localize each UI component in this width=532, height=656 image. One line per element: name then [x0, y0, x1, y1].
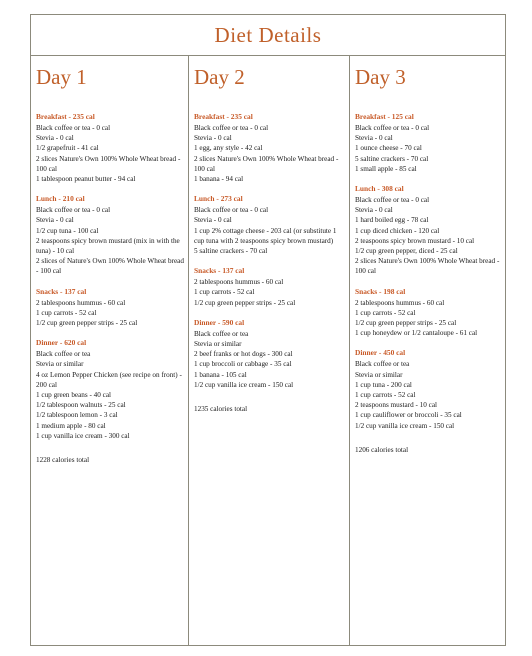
- meal-item: 1/2 grapefruit - 41 cal: [36, 144, 99, 153]
- meal-item: 1 cup broccoli or cabbage - 35 cal: [194, 360, 292, 369]
- meal-heading: Snacks - 198 cal: [355, 286, 406, 296]
- meal-section: [194, 266, 345, 308]
- calories-total: 1206 calories total: [355, 445, 409, 454]
- meal-item: 2 teaspoons mustard - 10 cal: [355, 401, 438, 410]
- meal-item: Stevia - 0 cal: [194, 216, 232, 225]
- meal-section: [355, 184, 500, 277]
- day-heading: Day 2: [194, 65, 245, 89]
- day-column: [31, 56, 188, 645]
- meal-item: Black coffee or tea - 0 cal: [36, 206, 111, 215]
- diet-details-sheet: [30, 14, 506, 646]
- meal-heading: Breakfast - 125 cal: [355, 112, 414, 121]
- meal-heading: Lunch - 210 cal: [36, 194, 85, 204]
- meal-item: 2 tablespoons hummus - 60 cal: [36, 298, 126, 307]
- day-heading: Day 3: [355, 65, 406, 89]
- meal-section: [36, 194, 184, 276]
- meal-item: 1/2 tablespoon walnuts - 25 cal: [36, 401, 126, 410]
- meal-section: [194, 112, 345, 184]
- meal-section: [355, 287, 500, 339]
- meal-item: 1 cup carrots - 52 cal: [194, 288, 255, 297]
- meal-item: 1 cup green beans - 40 cal: [36, 391, 112, 400]
- meal-item: Black coffee or tea - 0 cal: [355, 196, 430, 205]
- meal-item: 1/2 tablespoon lemon - 3 cal: [36, 411, 118, 420]
- meal-item: 1 hard boiled egg - 78 cal: [355, 216, 429, 225]
- meal-heading: Lunch - 273 cal: [194, 194, 243, 204]
- meal-item: 1 ounce cheese - 70 cal: [355, 144, 422, 153]
- meal-item: 5 saltine crackers - 70 cal: [194, 247, 268, 256]
- meal-item: Stevia - 0 cal: [194, 134, 232, 143]
- meal-item: Black coffee or tea: [36, 350, 91, 359]
- meal-item: Black coffee or tea - 0 cal: [194, 124, 269, 132]
- meal-item: 1/2 cup vanilla ice cream - 150 cal: [194, 380, 294, 389]
- calories-total: 1235 calories total: [194, 405, 248, 414]
- meal-item: 4 oz Lemon Pepper Chicken (see recipe on front) - 200 cal: [36, 370, 182, 389]
- meal-item: 1 cup cauliflower or broccoli - 35 cal: [355, 411, 462, 420]
- meal-section: [355, 112, 500, 174]
- meal-heading: Dinner - 450 cal: [355, 348, 406, 358]
- meal-item: 2 slices Nature's Own 100% Whole Wheat bread - 100 cal: [355, 257, 500, 276]
- meal-heading: Lunch - 308 cal: [355, 184, 404, 194]
- meal-item: Stevia - 0 cal: [355, 134, 393, 143]
- meal-item: 1 banana - 105 cal: [194, 370, 247, 379]
- meal-item: 1/2 cup green pepper, diced - 25 cal: [355, 247, 458, 256]
- title-bar: [31, 15, 505, 56]
- meal-section: [194, 194, 345, 256]
- bottom-divider: [30, 645, 506, 646]
- meal-section: [36, 287, 184, 329]
- meal-item: 1/2 cup vanilla ice cream - 150 cal: [355, 421, 455, 430]
- meal-item: 5 saltine crackers - 70 cal: [355, 154, 429, 163]
- meal-item: 1/2 cup green pepper strips - 25 cal: [194, 298, 296, 307]
- day-column: [188, 56, 349, 645]
- meal-item: 1 banana - 94 cal: [194, 175, 244, 184]
- meal-item: 1 cup tuna - 200 cal: [355, 380, 412, 389]
- meal-section: [36, 338, 184, 441]
- meal-item: 1 egg, any style - 42 cal: [194, 144, 263, 153]
- meal-item: 1 cup vanilla ice cream - 300 cal: [36, 431, 130, 440]
- meal-section: [355, 348, 500, 430]
- meal-heading: Breakfast - 235 cal: [36, 112, 95, 121]
- day-column: [349, 56, 504, 645]
- meal-item: 1 small apple - 85 cal: [355, 164, 417, 173]
- meal-item: Stevia or similar: [355, 370, 403, 379]
- meal-item: 2 teaspoons spicy brown mustard - 10 cal: [355, 236, 475, 245]
- day-heading: Day 1: [36, 65, 87, 89]
- meal-item: 1/2 cup green pepper strips - 25 cal: [355, 319, 457, 328]
- meal-item: 2 slices Nature's Own 100% Whole Wheat bread - 100 cal: [194, 154, 339, 173]
- meal-item: 1/2 cup tuna - 100 cal: [36, 226, 99, 235]
- meal-item: Black coffee or tea - 0 cal: [194, 206, 269, 215]
- meal-item: Black coffee or tea - 0 cal: [355, 124, 430, 132]
- meal-item: 1/2 cup green pepper strips - 25 cal: [36, 319, 138, 328]
- day-columns: [31, 56, 505, 645]
- meal-item: Stevia - 0 cal: [36, 216, 74, 225]
- meal-item: 1 cup carrots - 52 cal: [355, 391, 416, 400]
- meal-item: 1 cup carrots - 52 cal: [355, 308, 416, 317]
- meal-item: 1 tablespoon peanut butter - 94 cal: [36, 175, 136, 184]
- meal-item: 2 tablespoons hummus - 60 cal: [194, 278, 284, 287]
- meal-section: [194, 318, 345, 390]
- meal-item: 2 tablespoons hummus - 60 cal: [355, 298, 445, 307]
- page-title: Diet Details: [214, 22, 322, 47]
- meal-heading: Dinner - 620 cal: [36, 338, 87, 348]
- meal-item: Stevia - 0 cal: [355, 206, 393, 215]
- calories-total: 1228 calories total: [36, 456, 90, 465]
- meal-heading: Dinner - 590 cal: [194, 317, 245, 327]
- meal-item: 1 cup honeydew or 1/2 cantaloupe - 61 cal: [355, 329, 478, 338]
- meal-item: Stevia or similar: [194, 340, 242, 349]
- meal-item: 1 medium apple - 80 cal: [36, 421, 106, 430]
- meal-heading: Snacks - 137 cal: [194, 266, 245, 276]
- meal-heading: Snacks - 137 cal: [36, 286, 87, 296]
- meal-item: Black coffee or tea: [355, 360, 410, 369]
- meal-item: 1 cup diced chicken - 120 cal: [355, 226, 440, 235]
- meal-heading: Breakfast - 235 cal: [194, 112, 253, 121]
- meal-item: 2 slices of Nature's Own 100% Whole Wheat bread - 100 cal: [36, 257, 184, 276]
- meal-item: 2 teaspoons spicy brown mustard (mix in with the tuna) - 10 cal: [36, 236, 180, 256]
- meal-item: 1 cup carrots - 52 cal: [36, 308, 97, 317]
- meal-item: Stevia or similar: [36, 360, 84, 369]
- meal-item: 1 cup 2% cottage cheese - 203 cal (or substitute 1 cup tuna with 2 teaspoons spicy brown mustard): [194, 226, 337, 245]
- meal-item: Stevia - 0 cal: [36, 134, 74, 143]
- meal-item: Black coffee or tea - 0 cal: [36, 124, 111, 132]
- meal-section: [36, 112, 184, 184]
- meal-item: Black coffee or tea: [194, 329, 249, 338]
- meal-item: 2 beef franks or hot dogs - 300 cal: [194, 350, 293, 359]
- meal-item: 2 slices Nature's Own 100% Whole Wheat bread - 100 cal: [36, 154, 181, 173]
